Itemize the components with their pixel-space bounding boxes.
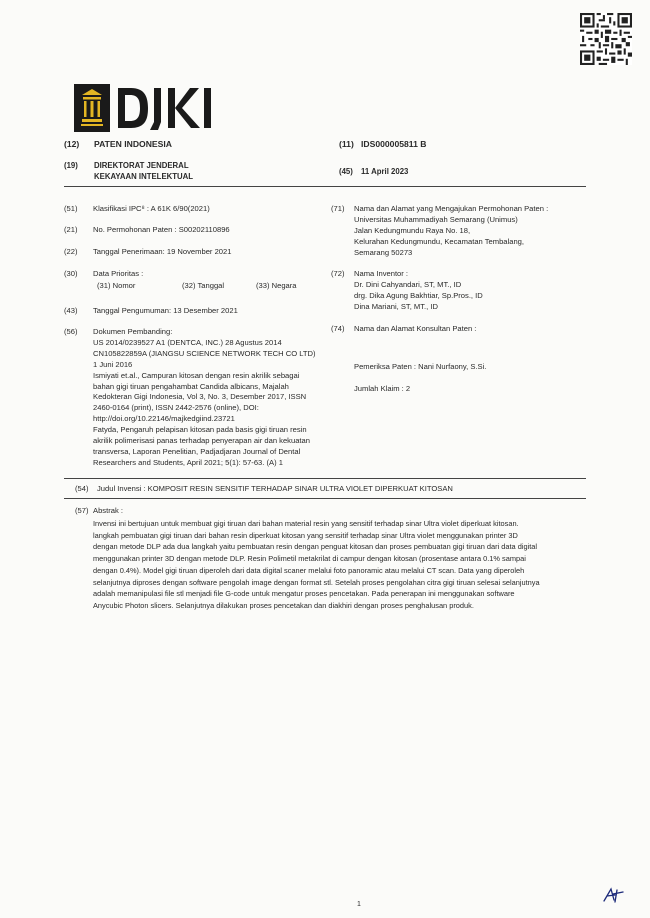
applicant-line: Universitas Muhammadiyah Semarang (Unimus) <box>354 214 518 224</box>
inventor-line: Dina Mariani, ST, MT., ID <box>354 301 438 311</box>
invention-title-row <box>97 484 453 495</box>
field-code: (11) <box>339 139 354 149</box>
priority-country-label: (33) Negara <box>256 281 297 290</box>
ipc-classification: Klasifikasi IPC⁸ : A 61K 6/90(2021) <box>93 204 210 213</box>
field-code: (54) <box>75 484 89 493</box>
applicant-line: Semarang 50273 <box>354 247 413 257</box>
patent-examiner: Pemeriksa Paten : Nani Nurfaony, S.Si. <box>354 362 487 371</box>
invention-title-label: Judul Invensi : <box>97 484 148 493</box>
applicant-line: Jalan Kedungmundu Raya No. 18, <box>354 225 471 235</box>
inventor-line: Nama Inventor : <box>354 269 409 278</box>
field-code: (51) <box>64 204 78 213</box>
field-code: (56) <box>64 327 78 336</box>
abstract-line: dengan 0.4%). Model gigi tiruan diperoleh dari data digital scaner melalui foto panoramic atau melalui CT scan. Data yang diperoleh <box>93 565 525 575</box>
consultant-label: Nama dan Alamat Konsultan Paten : <box>354 324 477 333</box>
invention-title: KOMPOSIT RESIN SENSITIF TERHADAP SINAR ULTRA VIOLET DIPERKUAT KITOSAN <box>147 484 453 493</box>
inventor-block <box>354 269 483 313</box>
priority-number-label: (31) Nomor <box>97 281 136 290</box>
initials-signature <box>601 886 627 904</box>
divider <box>64 186 586 187</box>
grant-date: 11 April 2023 <box>361 167 409 176</box>
field-code: (45) <box>339 167 353 176</box>
filing-date: Tanggal Penerimaan: 19 November 2021 <box>93 247 232 256</box>
field-code: (19) <box>64 161 78 170</box>
applicant-block <box>354 204 548 259</box>
inventor-line: Dr. Dini Cahyandari, ST, MT., ID <box>354 279 462 289</box>
page-number: 1 <box>357 901 361 908</box>
djki-logo <box>74 84 224 132</box>
field-code: (22) <box>64 247 78 256</box>
field-code: (12) <box>64 139 80 149</box>
reference-line: US 2014/0239527 A1 (DENTCA, INC.) 28 Agustus 2014 <box>93 337 282 347</box>
divider <box>64 478 586 479</box>
reference-documents <box>93 327 316 469</box>
directorate-line2: KEKAYAAN INTELEKTUAL <box>94 172 194 181</box>
reference-line: Dokumen Pembanding: <box>93 327 173 336</box>
field-code: (30) <box>64 269 78 278</box>
field-code: (74) <box>331 324 345 333</box>
priority-data-label: Data Prioritas : <box>93 269 144 278</box>
abstract-line: langkah pembuatan gigi tiruan dari bahan resin diperkuat kitosan yang sensitif terhadap sinar Ultra violet menggunakan printer 3D <box>93 530 518 540</box>
reference-line: bahan gigi tiruan pengahambat Candida albicans, Majalah <box>93 381 289 391</box>
applicant-line: Nama dan Alamat yang Mengajukan Permohonan Paten : <box>354 204 549 213</box>
field-code: (43) <box>64 306 78 315</box>
inventor-line: drg. Dika Agung Bakhtiar, Sp.Pros., ID <box>354 290 483 300</box>
abstract-text <box>93 518 587 612</box>
reference-line: 2460-0164 (print), ISSN 2442-2576 (online), DOI: <box>93 403 259 413</box>
abstract-line: dengan metode DLP ada dua langkah yaitu pembuatan resin dengan penguat kitosan dan proses pembuatan gigi tiruan dari data digital <box>93 542 538 552</box>
abstract-line: Invensi ini bertujuan untuk membuat gigi tiruan dari bahan material resin yang sensitif terhadap sinar Ultra violet diperkuat kitosan. <box>93 519 519 528</box>
reference-line: Researchers and Students, April 2021; 5(1): 57-63. (A) 1 <box>93 457 283 467</box>
reference-line: 1 Juni 2016 <box>93 359 133 369</box>
divider <box>64 498 586 499</box>
reference-line: http://doi.org/10.22146/majkedgiind.23721 <box>93 414 235 424</box>
abstract-line: selanjutnya diproses dengan software pengolah image dengan format stl. Setelah proses pengolahan citra gigi tiruan selesai selanjutnya <box>93 577 540 587</box>
priority-date-label: (32) Tanggal <box>182 281 225 290</box>
reference-line: Ismiyati et.al., Campuran kitosan dengan resin akrilik sebagai <box>93 370 300 380</box>
applicant-line: Kelurahan Kedungmundu, Kecamatan Tembalang, <box>354 236 524 246</box>
reference-line: CN105822859A (JIANGSU SCIENCE NETWORK TECH CO LTD) <box>93 348 316 358</box>
reference-line: Fatyda, Pengaruh pelapisan kitosan pada basis gigi tiruan resin <box>93 425 307 435</box>
publication-date: Tanggal Pengumuman: 13 Desember 2021 <box>93 306 238 315</box>
field-code: (21) <box>64 225 78 234</box>
qr-code-icon <box>580 13 632 65</box>
abstract-line: Anycubic Photon slicers. Selanjutnya dilakukan proses pencetakan dan diakhiri dengan proses penghalusan produk. <box>93 600 474 610</box>
reference-line: akrilik polimerisasi panas terhadap penyerapan air dan kekuatan <box>93 436 310 446</box>
reference-line: Kedokteran Gigi Indonesia, Vol 3, No. 3, Desember 2017, ISSN <box>93 392 307 402</box>
directorate-line1: DIREKTORAT JENDERAL <box>94 161 189 170</box>
patent-number: IDS000005811 B <box>361 139 427 149</box>
field-code: (71) <box>331 204 345 213</box>
application-number: No. Permohonan Paten : S00202110896 <box>93 225 230 234</box>
field-code: (57) <box>75 506 89 515</box>
reference-line: transversa, Laporan Penelitian, Padjadjaran Journal of Dental <box>93 446 301 456</box>
patent-type: PATEN INDONESIA <box>94 139 172 149</box>
abstract-label: Abstrak : <box>93 506 123 515</box>
claims-count: Jumlah Klaim : 2 <box>354 384 411 393</box>
abstract-line: adalah memanipulasi file stl menjadi file G-code untuk mengatur proses pencetakan. Pada penerapan ini menggunakan software <box>93 589 515 599</box>
field-code: (72) <box>331 269 345 278</box>
abstract-line: menggunakan printer 3D dengan metode DLP. Resin Polimetil metakrilat di campur dengan kitosan (prosentase antara 0.1% sampai <box>93 554 526 564</box>
